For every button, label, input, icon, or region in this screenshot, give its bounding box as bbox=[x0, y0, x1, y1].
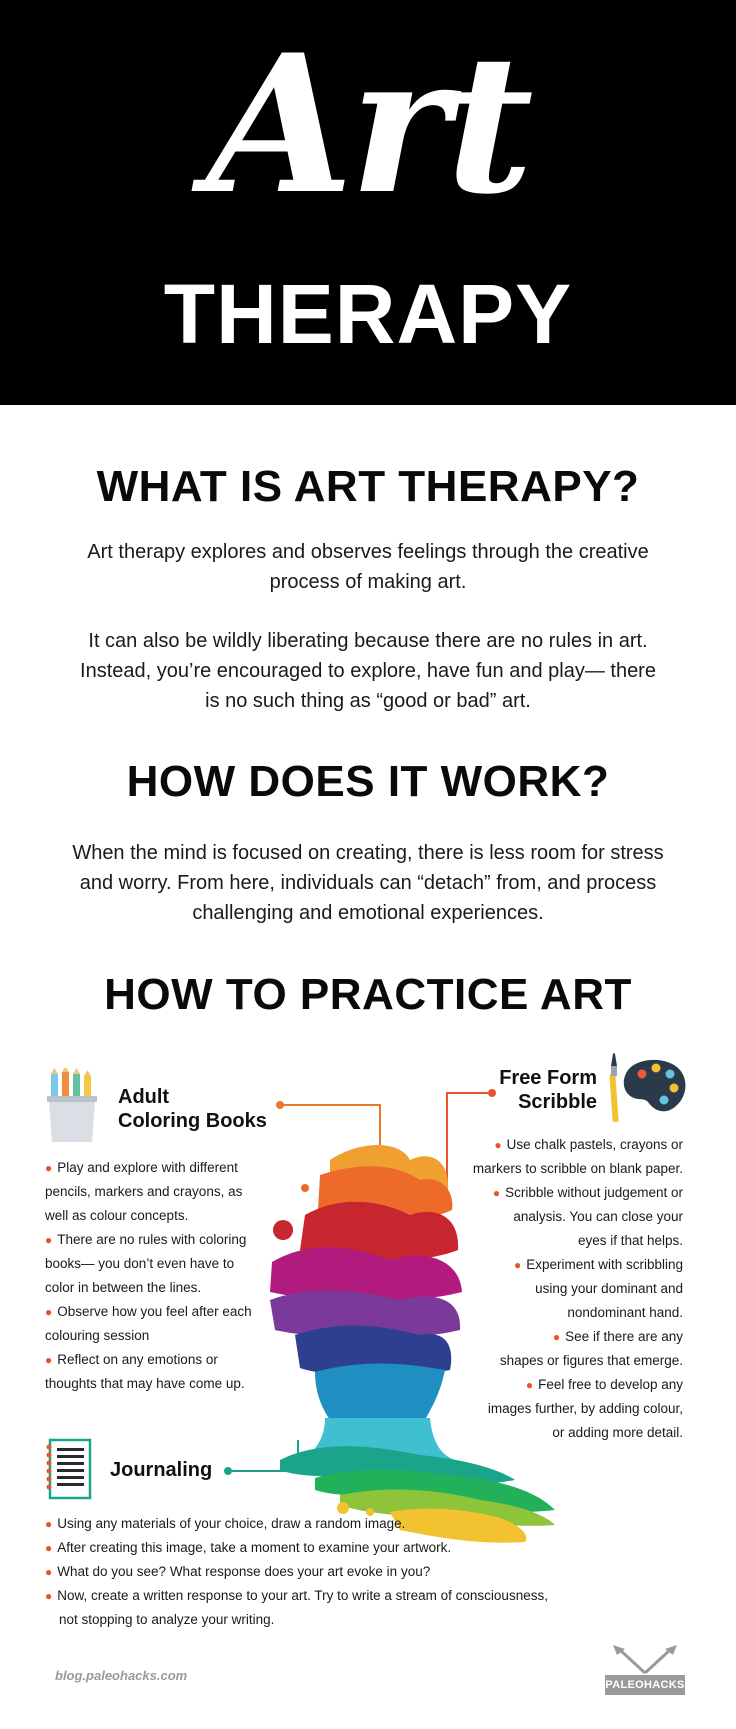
text-line: Instead, you’re encouraged to explore, have fun and play— there bbox=[80, 660, 656, 682]
title-line: Adult bbox=[118, 1086, 170, 1108]
journaling-list bbox=[45, 1512, 585, 1632]
list-item: ● Experiment with scribbling using your dominant and nondominant hand. bbox=[420, 1253, 683, 1325]
footer-url: blog.paleohacks.com bbox=[55, 1668, 188, 1683]
journaling-title: Journaling bbox=[110, 1459, 213, 1481]
what-heading: WHAT IS ART THERAPY? bbox=[96, 462, 640, 511]
text-line: and worry. From here, individuals can “detach” from, and process bbox=[79, 872, 657, 894]
text-line: Art therapy explores and observes feelings through the creative bbox=[87, 541, 649, 563]
text-line: process of making art. bbox=[269, 571, 467, 593]
list-item: ● See if there are any shapes or figures that emerge. bbox=[420, 1325, 683, 1373]
how-paragraph bbox=[60, 838, 676, 928]
list-item: ● Feel free to develop any images further, by adding colour, or adding more detail. bbox=[420, 1373, 683, 1445]
paleohacks-logo bbox=[605, 1645, 685, 1697]
scribble-title bbox=[460, 1066, 597, 1114]
list-item: ● Scribble without judgement or analysis. You can close your eyes if that helps. bbox=[420, 1181, 683, 1253]
text-line: When the mind is focused on creating, there is less room for stress bbox=[72, 842, 664, 864]
pencil-cup-icon bbox=[45, 1068, 103, 1144]
crossed-spears-icon bbox=[605, 1645, 685, 1675]
list-item: ● Use chalk pastels, crayons or markers to scribble on blank paper. bbox=[420, 1133, 683, 1181]
title-line: Scribble bbox=[518, 1091, 597, 1113]
list-item: ● After creating this image, take a moment to examine your artwork. bbox=[45, 1536, 585, 1560]
list-item: ● Play and explore with different pencils, markers and crayons, as well as colour concepts. bbox=[45, 1156, 275, 1228]
notebook-icon bbox=[44, 1438, 94, 1500]
list-item: ● What do you see? What response does your art evoke in you? bbox=[45, 1560, 585, 1584]
text-line: is no such thing as “good or bad” art. bbox=[205, 690, 531, 712]
text-line: It can also be wildly liberating because there are no rules in art. bbox=[88, 630, 648, 652]
how-heading: HOW DOES IT WORK? bbox=[126, 757, 610, 806]
logo-text: PALEOHACKS bbox=[605, 1675, 685, 1695]
coloring-books-title bbox=[118, 1085, 267, 1133]
hero-title-block: THERAPY bbox=[163, 267, 573, 361]
text-line: challenging and emotional experiences. bbox=[192, 902, 544, 924]
paint-palette-icon bbox=[608, 1052, 688, 1128]
list-item: ● Reflect on any emotions or thoughts that may have come up. bbox=[45, 1348, 275, 1396]
hero-banner bbox=[0, 0, 736, 405]
title-line: Free Form bbox=[499, 1067, 597, 1089]
coloring-books-list bbox=[45, 1156, 275, 1396]
scribble-list bbox=[420, 1133, 683, 1445]
hero-title-script: Art bbox=[206, 13, 530, 236]
practice-heading: HOW TO PRACTICE ART bbox=[104, 970, 632, 1019]
title-line: Coloring Books bbox=[118, 1110, 267, 1132]
list-item: ● Using any materials of your choice, draw a random image. bbox=[45, 1512, 585, 1536]
list-item: ● Now, create a written response to your art. Try to write a stream of consciousness, not stopping to analyze your writing. bbox=[45, 1584, 585, 1632]
what-paragraph-1 bbox=[60, 537, 676, 597]
what-paragraph-2 bbox=[60, 626, 676, 716]
list-item: ● Observe how you feel after each colouring session bbox=[45, 1300, 275, 1348]
list-item: ● There are no rules with coloring books— you don’t even have to color in between the lines. bbox=[45, 1228, 275, 1300]
